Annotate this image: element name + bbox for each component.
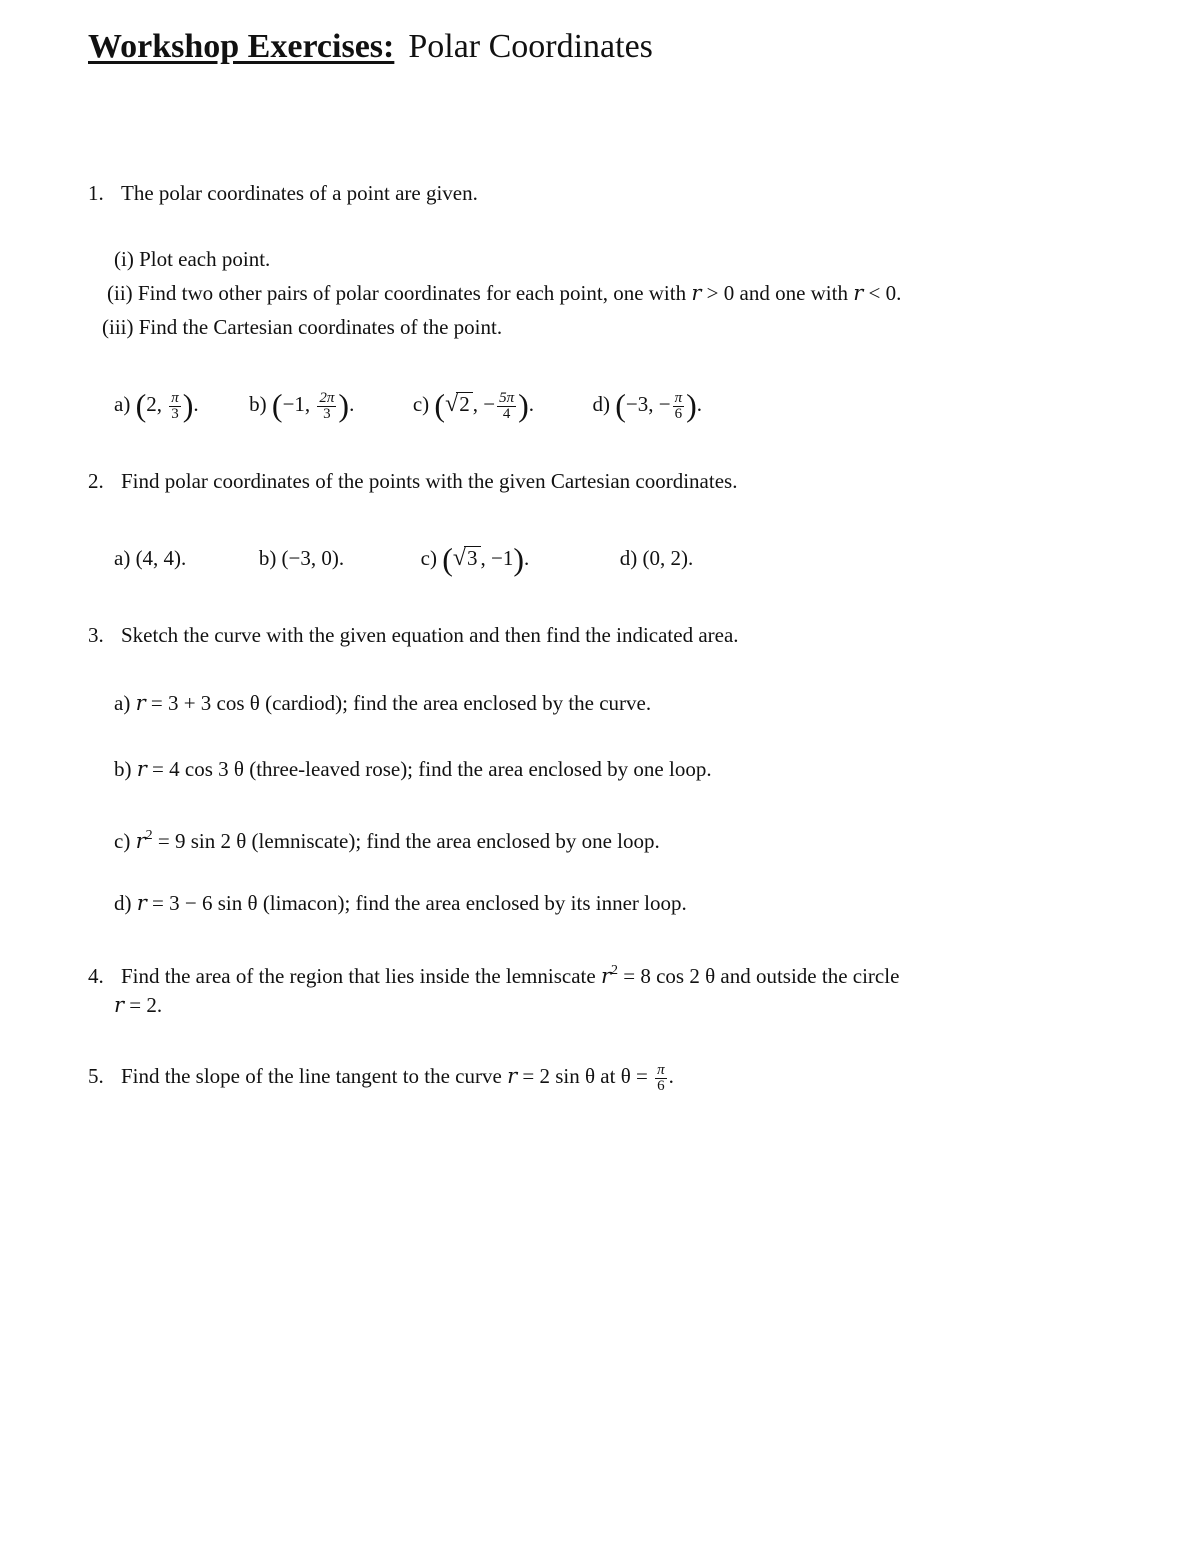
problem-1-part-iii: (iii) Find the Cartesian coordinates of the point. — [102, 315, 503, 339]
item-3c: c) $r^2 = 9$ sin 2 θ (lemniscate); find the area enclosed by one loop. — [114, 828, 660, 853]
title-rest: Polar Coordinates — [408, 28, 653, 65]
problem-3 — [88, 622, 739, 648]
angle-fraction: $\frac{\pi}{3}$ — [171, 389, 179, 422]
item-2b: b) (−3, 0). — [258, 546, 345, 570]
item-label: a) — [114, 392, 131, 416]
problem-number: 5. — [88, 1064, 104, 1088]
part-ii-text-c: < 0. — [863, 281, 902, 305]
item-3d: d) r = 3 − 6 sin θ (limacon); find the area enclosed by its inner loop. — [114, 891, 687, 915]
item-2a: a) (4, 4). — [114, 546, 187, 570]
problem-number: 4. — [88, 964, 104, 988]
problem-5: 5. Find the slope of the line tangent to the curve r = 2 sin θ at θ = $\frac{\pi}{6}$ . — [88, 1056, 674, 1096]
part-ii-text-b: > 0 and one with — [701, 281, 854, 305]
problem-4: 4. Find the area of the region that lies inside the lemniscate $r^2 = 8$ cos 2 θ and outside the circle — [88, 963, 900, 988]
problem-text: The polar coordinates of a point are given. — [121, 181, 478, 205]
radicand: 3 — [464, 546, 481, 569]
coord-r: −1, — [282, 392, 311, 416]
problem-1-answers — [114, 384, 702, 424]
item-1c: c) (√2 , − $\frac{5\pi}{4}$ ). — [413, 392, 539, 416]
problem-4-line-2: r = 2. — [114, 993, 163, 1017]
page-title — [88, 28, 653, 66]
angle-fraction: $\frac{\pi}{6}$ — [674, 389, 683, 422]
angle-fraction: $\frac{5\pi}{4}$ — [499, 389, 515, 422]
problem-2-answers — [114, 538, 693, 578]
var-r: r — [691, 281, 702, 305]
problem-1-part-ii — [107, 280, 901, 306]
item-label: d) — [592, 392, 610, 416]
problem-number: 2. — [88, 469, 104, 493]
coord-r: 2, — [146, 392, 162, 416]
problem-1 — [88, 180, 478, 206]
problem-number: 1. — [88, 181, 104, 205]
angle-fraction: $\frac{\pi}{6}$ — [657, 1061, 665, 1094]
item-1d: d) (−3, − $\frac{\pi}{6}$ ). — [592, 387, 703, 423]
var-r: r — [853, 281, 864, 305]
sqrt-sign: √ — [445, 391, 459, 417]
problem-text: Sketch the curve with the given equation and then find the indicated area. — [121, 623, 739, 647]
item-3b: b) r = 4 cos 3 θ (three-leaved rose); find the area enclosed by one loop. — [114, 757, 712, 781]
radicand: 2 — [456, 392, 473, 415]
problem-2 — [88, 468, 737, 494]
part-ii-text-a: (ii) Find two other pairs of polar coordinates for each point, one with — [107, 281, 692, 305]
item-1a: a) (2, $\frac{\pi}{3}$ ). — [114, 387, 204, 423]
item-label: c) — [412, 392, 430, 416]
item-3a: a) r = 3 + 3 cos θ (cardiod); find the area enclosed by the curve. — [114, 691, 652, 715]
sqrt-sign: √ — [452, 545, 467, 571]
problem-number: 3. — [88, 623, 104, 647]
title-lead: Workshop Exercises: — [88, 28, 395, 65]
angle-fraction: $\frac{2\pi}{3}$ — [319, 389, 335, 422]
problem-text: Find polar coordinates of the points with the given Cartesian coordinates. — [121, 469, 738, 493]
item-1b: b) (−1, $\frac{2\pi}{3}$ ). — [249, 387, 360, 423]
item-2d: d) (0, 2). — [619, 546, 694, 570]
problem-1-part-i: (i) Plot each point. — [114, 247, 271, 271]
item-label: b) — [249, 392, 267, 416]
item-2c: c) (√3 , −1). — [421, 546, 535, 570]
coord-r: −3, — [625, 392, 654, 416]
